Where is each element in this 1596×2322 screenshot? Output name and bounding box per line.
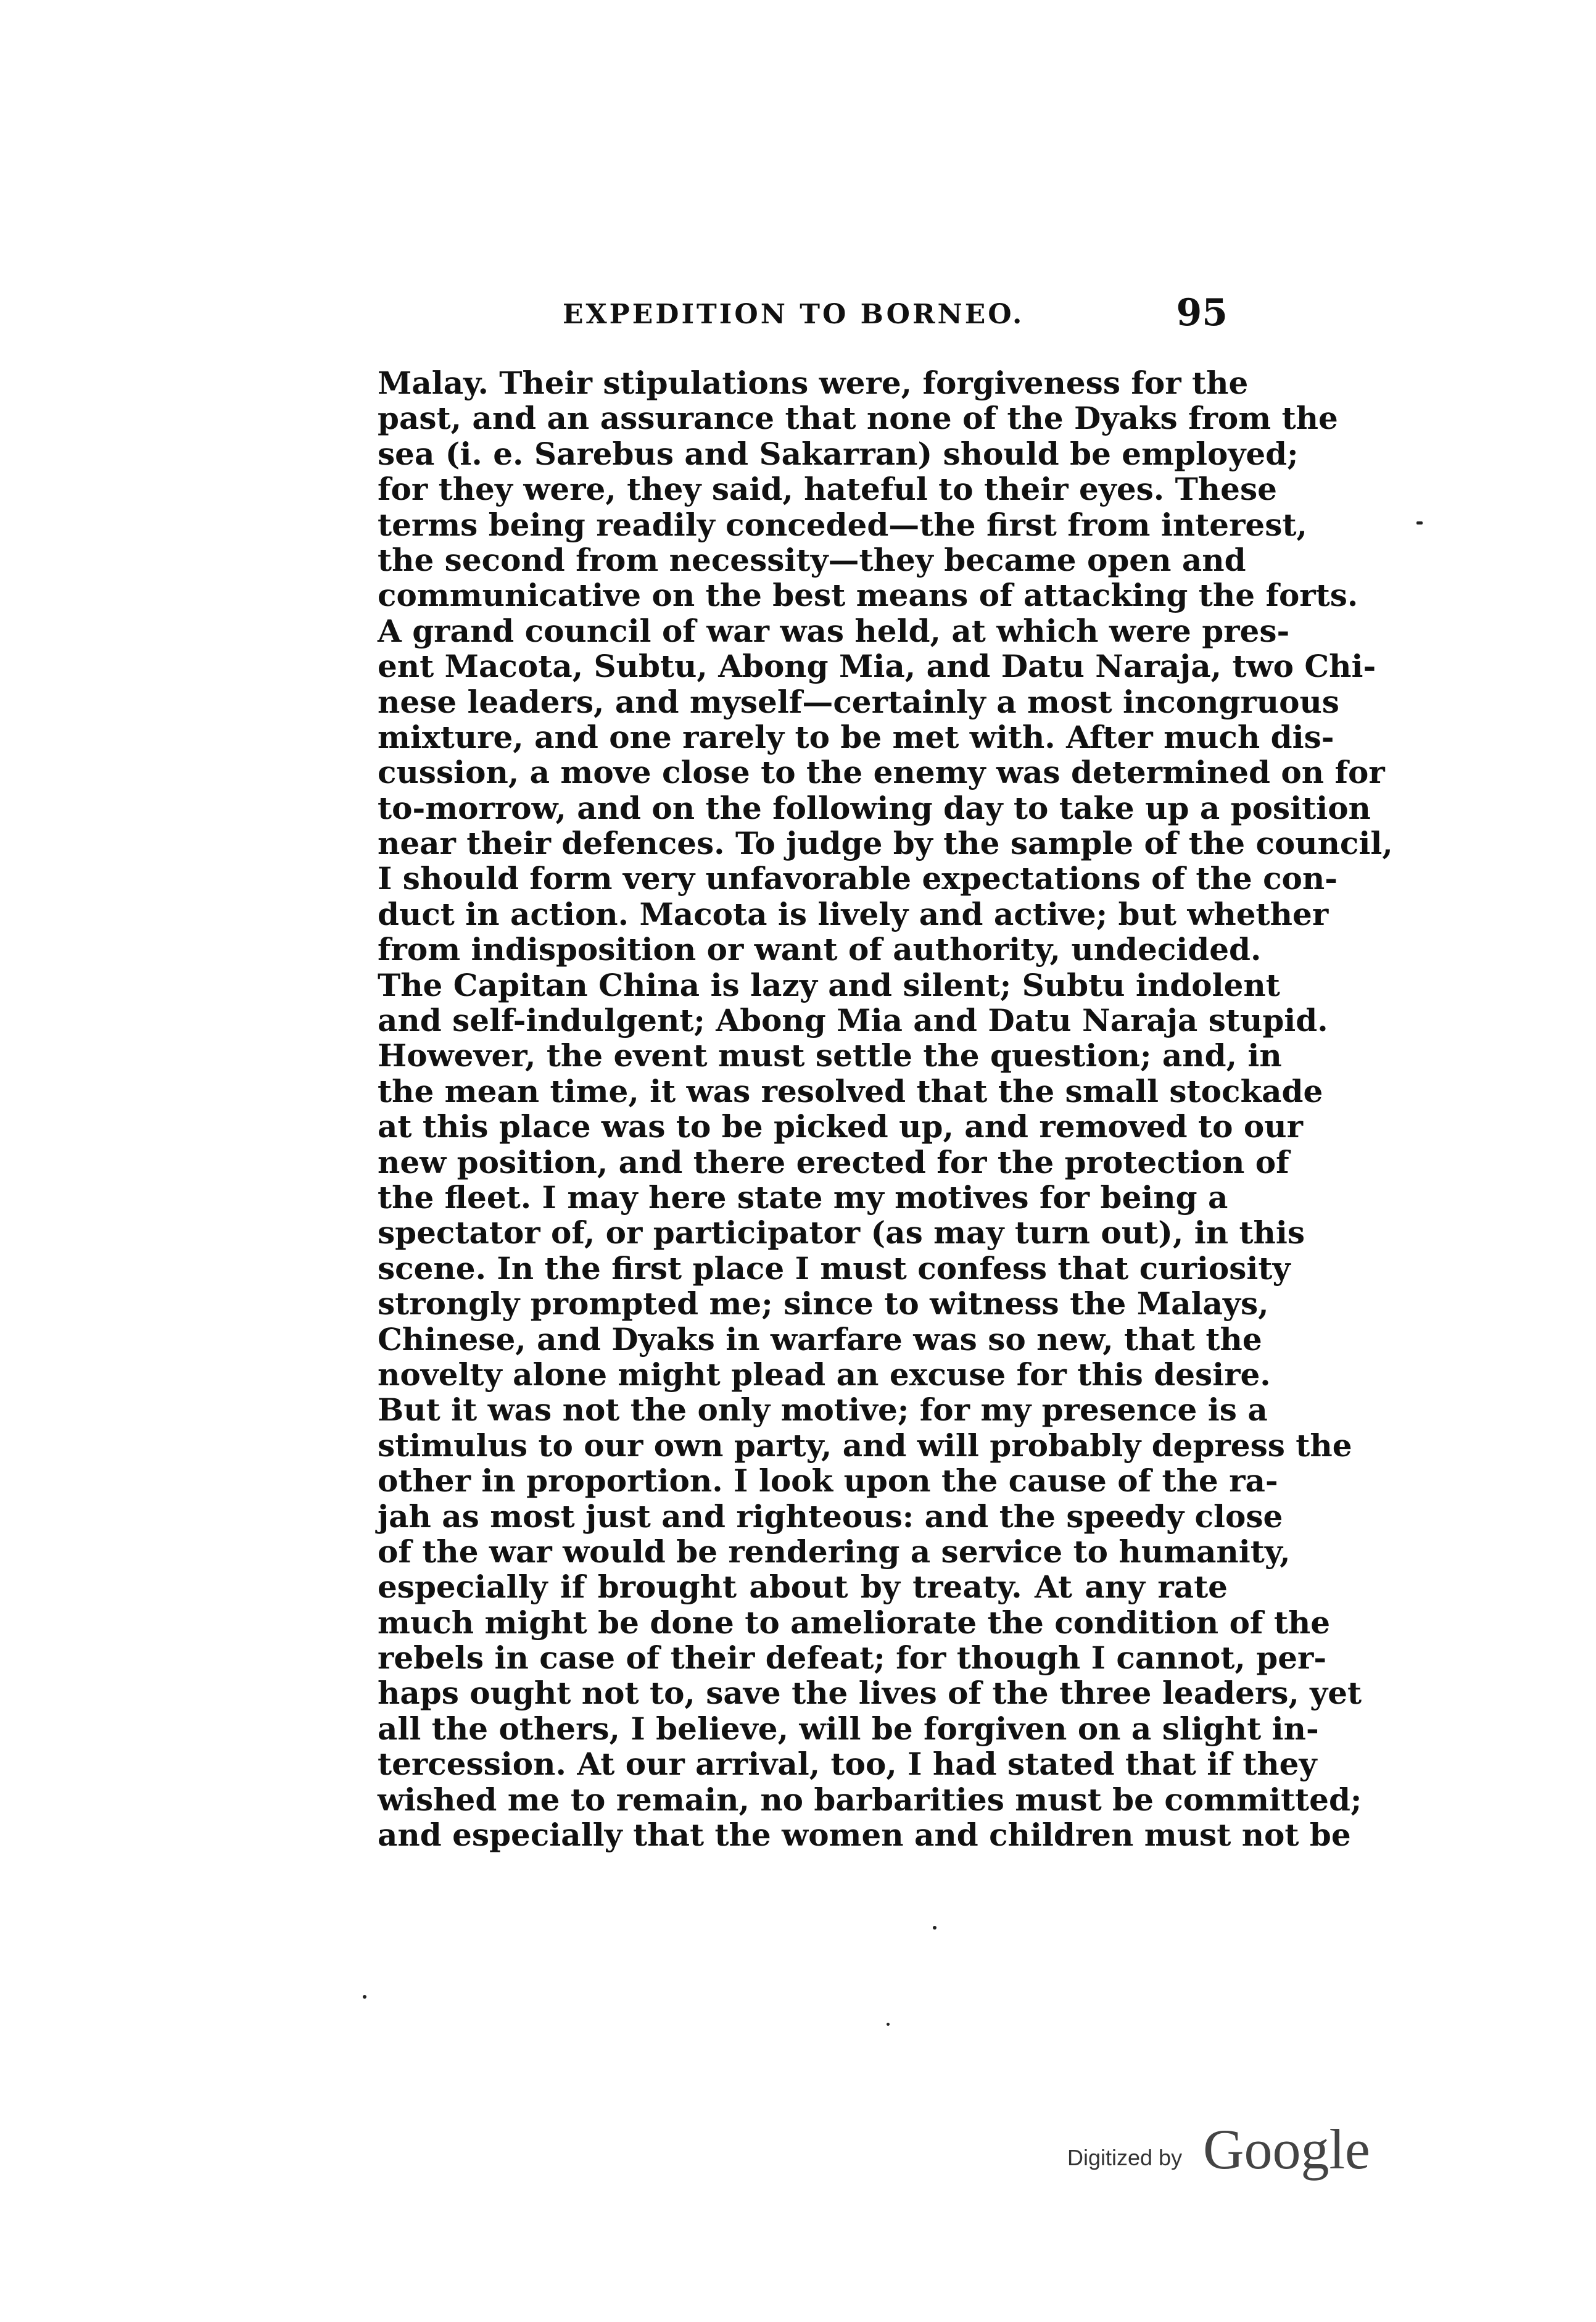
text-line: other in proportion. I look upon the cause of the ra- bbox=[378, 1462, 1278, 1499]
text-line: especially if brought about by treaty. At any rate bbox=[378, 1569, 1228, 1606]
text-line: at this place was to be picked up, and removed to our bbox=[378, 1108, 1303, 1145]
digitized-by-google-watermark bbox=[1067, 2117, 1388, 2184]
text-line: past, and an assurance that none of the Dyaks from the bbox=[378, 400, 1338, 437]
text-line: novelty alone might plead an excuse for this desire. bbox=[378, 1356, 1271, 1393]
text-line: for they were, they said, hateful to their eyes. These bbox=[378, 471, 1277, 508]
scan-speck bbox=[1416, 521, 1423, 525]
text-line: wished me to remain, no barbarities must be committed; bbox=[378, 1781, 1362, 1818]
text-line: duct in action. Macota is lively and active; but whether bbox=[378, 895, 1329, 932]
digitized-by-label: Digitized by bbox=[1067, 2145, 1183, 2170]
text-line: But it was not the only motive; for my presence is a bbox=[378, 1391, 1268, 1428]
google-logo-text: Google bbox=[1203, 2118, 1370, 2181]
text-line: jah as most just and righteous: and the speedy close bbox=[378, 1498, 1283, 1535]
text-line: near their defences. To judge by the sample of the council, bbox=[378, 825, 1393, 862]
text-line: strongly prompted me; since to witness the Malays, bbox=[378, 1285, 1269, 1322]
page-number: 95 bbox=[1176, 291, 1228, 334]
text-line: ent Macota, Subtu, Abong Mia, and Datu Naraja, two Chi- bbox=[378, 648, 1376, 685]
text-line: of the war would be rendering a service to humanity, bbox=[378, 1533, 1291, 1570]
text-line: terms being readily conceded—the first from interest, bbox=[378, 506, 1307, 543]
text-line: and especially that the women and children must not be bbox=[378, 1817, 1351, 1854]
text-line: Malay. Their stipulations were, forgiveness for the bbox=[378, 365, 1249, 401]
running-head bbox=[378, 291, 1228, 338]
text-line: stimulus to our own party, and will probably depress the bbox=[378, 1427, 1352, 1464]
text-line: the fleet. I may here state my motives for being a bbox=[378, 1179, 1228, 1216]
text-line: new position, and there erected for the protection of bbox=[378, 1143, 1289, 1180]
scan-speck bbox=[363, 1995, 366, 1999]
text-line: nese leaders, and myself—certainly a most incongruous bbox=[378, 683, 1339, 720]
text-line: much might be done to ameliorate the condition of the bbox=[378, 1604, 1331, 1641]
text-line: the mean time, it was resolved that the small stockade bbox=[378, 1072, 1323, 1109]
text-line: haps ought not to, save the lives of the three leaders, yet bbox=[378, 1675, 1362, 1712]
text-line: and self-indulgent; Abong Mia and Datu Naraja stupid. bbox=[378, 1002, 1328, 1039]
body-text bbox=[378, 365, 1393, 1854]
text-line: scene. In the first place I must confess that curiosity bbox=[378, 1250, 1291, 1287]
text-line: the second from necessity—they became open and bbox=[378, 541, 1246, 578]
text-line: communicative on the best means of attacking the forts. bbox=[378, 577, 1358, 614]
text-line: spectator of, or participator (as may turn out), in this bbox=[378, 1214, 1305, 1251]
text-line: tercession. At our arrival, too, I had stated that if they bbox=[378, 1746, 1317, 1783]
text-line: mixture, and one rarely to be met with. After much dis- bbox=[378, 718, 1334, 755]
scan-speck bbox=[933, 1926, 937, 1930]
text-line: to-morrow, and on the following day to take up a position bbox=[378, 789, 1371, 826]
text-line: A grand council of war was held, at which were pres- bbox=[378, 612, 1290, 649]
running-title: EXPEDITION TO BORNEO. bbox=[563, 299, 1025, 330]
text-line: Chinese, and Dyaks in warfare was so new, that the bbox=[378, 1321, 1262, 1358]
text-line: all the others, I believe, will be forgiven on a slight in- bbox=[378, 1710, 1319, 1747]
text-line: sea (i. e. Sarebus and Sakarran) should be employed; bbox=[378, 435, 1299, 472]
text-line: cussion, a move close to the enemy was determined on for bbox=[378, 754, 1385, 791]
text-line: However, the event must settle the question; and, in bbox=[378, 1037, 1282, 1074]
text-line: I should form very unfavorable expectations of the con- bbox=[378, 860, 1338, 897]
text-line: from indisposition or want of authority, undecided. bbox=[378, 931, 1262, 968]
text-line: rebels in case of their defeat; for though I cannot, per- bbox=[378, 1640, 1327, 1677]
scan-speck bbox=[887, 2023, 890, 2026]
text-line: The Capitan China is lazy and silent; Subtu indolent bbox=[378, 966, 1280, 1003]
